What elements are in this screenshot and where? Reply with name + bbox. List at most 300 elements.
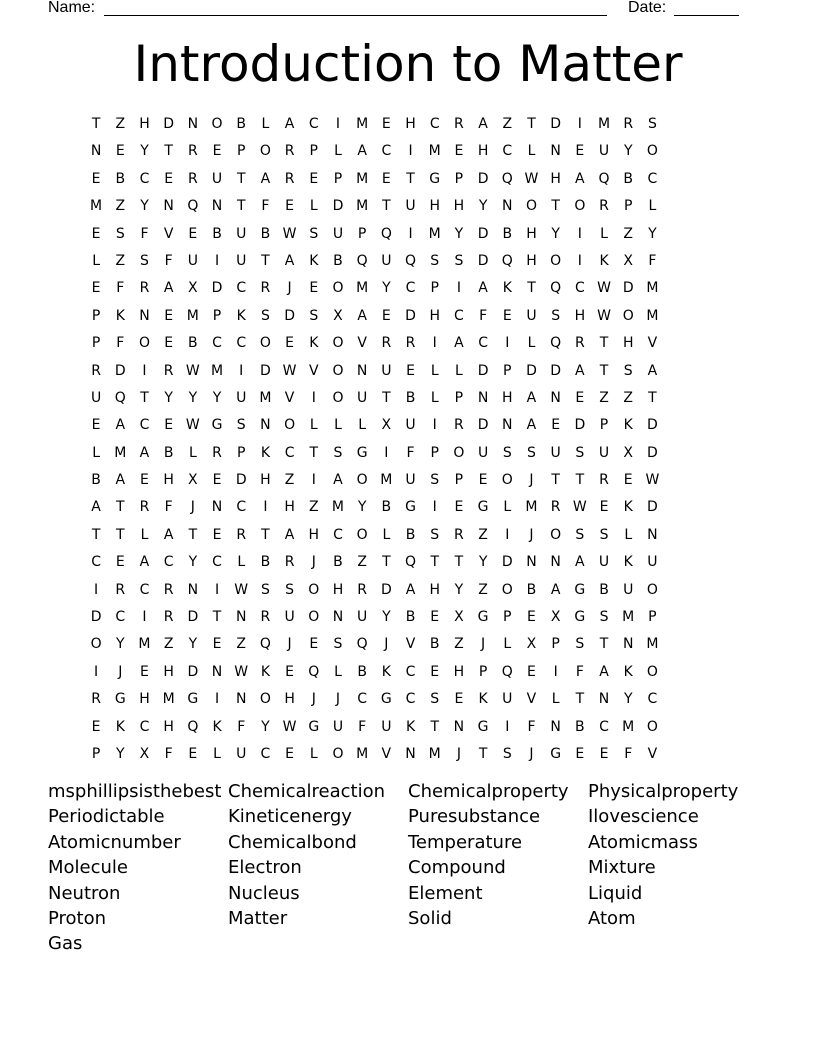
grid-letter: S [236, 417, 246, 434]
grid-letter: E [285, 335, 295, 352]
word-bank-item: Nucleus [228, 882, 300, 904]
grid-letter: U [598, 143, 610, 160]
grid-letter: Z [623, 389, 634, 406]
grid-letter: G [405, 499, 416, 516]
grid-letter: E [527, 609, 536, 626]
grid-letter: T [261, 252, 270, 269]
grid-letter: E [164, 417, 174, 434]
grid-letter: M [356, 280, 369, 297]
grid-letter: L [309, 198, 318, 215]
grid-letter: G [477, 718, 489, 735]
grid-letter: Y [188, 554, 198, 571]
grid-letter: O [332, 335, 344, 352]
grid-letter: Y [261, 718, 270, 735]
grid-letter: S [430, 691, 440, 708]
word-bank-item: msphillipsisthebest [48, 781, 222, 802]
word-bank-item: Neutron [48, 882, 121, 904]
grid-letter: F [116, 335, 125, 352]
grid-letter: S [285, 581, 295, 598]
grid-letter: K [599, 252, 609, 269]
grid-letter: D [647, 417, 658, 434]
grid-letter: D [501, 554, 513, 571]
grid-letter: N [405, 745, 416, 762]
grid-letter: Q [501, 170, 513, 187]
grid-letter: C [139, 581, 150, 598]
grid-letter: A [139, 444, 150, 461]
grid-letter: E [115, 554, 125, 571]
grid-letter: J [529, 472, 534, 489]
grid-letter: S [115, 225, 125, 242]
word-bank-item: Gas [48, 933, 83, 955]
grid-letter: W [282, 225, 297, 242]
grid-letter: H [163, 718, 174, 735]
grid-letter: K [405, 718, 416, 735]
grid-letter: L [382, 526, 391, 543]
grid-letter: M [646, 280, 659, 297]
grid-letter: R [260, 609, 271, 626]
grid-letter: M [622, 718, 635, 735]
grid-letter: A [478, 116, 488, 132]
header-row [48, 0, 748, 22]
grid-letter: F [116, 280, 125, 297]
grid-letter: W [645, 472, 660, 489]
grid-row [84, 714, 736, 741]
grid-letter: B [405, 526, 416, 543]
grid-letter: L [455, 362, 463, 379]
grid-letter: T [551, 198, 560, 215]
grid-row [84, 248, 736, 275]
grid-letter: B [429, 636, 440, 653]
grid-letter: B [623, 170, 634, 187]
grid-letter: H [453, 663, 465, 680]
grid-letter: M [114, 444, 127, 461]
grid-letter: E [212, 472, 222, 489]
grid-letter: P [357, 225, 367, 242]
grid-letter: R [454, 417, 464, 434]
grid-letter: Y [382, 609, 391, 626]
grid-letter: B [333, 554, 343, 571]
grid-letter: M [356, 745, 369, 762]
grid-letter: C [91, 554, 101, 571]
grid-letter: O [332, 389, 344, 406]
grid-letter: D [477, 417, 489, 434]
grid-letter: R [381, 335, 392, 352]
grid-letter: C [163, 554, 174, 571]
grid-letter: T [599, 362, 609, 379]
grid-letter: U [526, 307, 537, 324]
grid-letter: I [456, 280, 461, 297]
grid-letter: R [599, 472, 609, 489]
grid-letter: I [577, 116, 582, 132]
grid-letter: Q [405, 554, 417, 571]
word-bank-item: Chemicalbond [228, 831, 357, 853]
grid-letter: R [187, 143, 198, 160]
grid-letter: D [477, 225, 489, 242]
grid-letter: S [575, 636, 585, 653]
grid-letter: A [163, 280, 174, 297]
grid-letter: P [503, 609, 512, 626]
grid-letter: C [647, 170, 658, 187]
grid-row [84, 166, 736, 193]
grid-letter: N [502, 198, 513, 215]
grid-letter: F [406, 444, 415, 461]
grid-letter: U [236, 389, 247, 406]
grid-letter: T [116, 499, 125, 516]
grid-letter: U [647, 554, 658, 571]
grid-letter: W [282, 718, 297, 735]
grid-letter: Q [187, 198, 199, 215]
grid-letter: C [333, 526, 343, 543]
grid-letter: Y [648, 225, 657, 242]
grid-letter: Y [382, 280, 391, 297]
grid-letter: U [236, 225, 247, 242]
grid-letter: E [91, 718, 101, 735]
grid-letter: A [115, 417, 126, 434]
grid-letter: N [550, 554, 561, 571]
grid-letter: Z [357, 554, 367, 571]
grid-letter: X [188, 472, 198, 489]
grid-letter: C [308, 116, 319, 132]
grid-letter: S [551, 307, 561, 324]
grid-letter: U [332, 225, 344, 242]
grid-letter: E [91, 170, 101, 187]
grid-letter: J [311, 554, 316, 571]
grid-letter: R [163, 581, 174, 598]
grid-letter: O [90, 636, 102, 653]
grid-letter: C [139, 718, 150, 735]
grid-letter: R [454, 526, 464, 543]
grid-letter: E [478, 472, 488, 489]
grid-letter: I [384, 444, 389, 461]
grid-letter: E [527, 663, 536, 680]
grid-letter: A [575, 170, 585, 187]
grid-letter: T [527, 116, 536, 132]
grid-letter: K [623, 554, 633, 571]
grid-letter: L [430, 389, 439, 406]
grid-letter: A [284, 252, 295, 269]
grid-letter: C [236, 280, 247, 297]
grid-letter: B [115, 170, 126, 187]
word-bank-item: Atom [588, 907, 636, 929]
grid-letter: O [259, 691, 271, 708]
grid-letter: C [381, 143, 392, 160]
grid-letter: D [90, 609, 102, 626]
grid-letter: E [381, 116, 391, 132]
grid-letter: D [380, 581, 392, 598]
page-title: Introduction to Matter [133, 35, 683, 93]
grid-letter: X [333, 307, 343, 324]
grid-letter: B [405, 389, 416, 406]
grid-letter: T [164, 143, 173, 160]
grid-letter: R [574, 335, 585, 352]
grid-letter: C [236, 335, 247, 352]
grid-letter: C [212, 554, 222, 571]
grid-letter: V [308, 362, 319, 379]
grid-letter: H [332, 581, 344, 598]
grid-letter: X [139, 745, 150, 762]
grid-row [84, 741, 736, 768]
grid-row [84, 138, 736, 165]
grid-letter: Q [501, 663, 513, 680]
grid-letter: H [526, 252, 537, 269]
grid-letter: S [575, 526, 585, 543]
grid-letter: O [332, 362, 344, 379]
grid-letter: Y [551, 225, 560, 242]
grid-letter: F [140, 225, 149, 242]
grid-letter: O [308, 609, 320, 626]
grid-letter: Q [550, 335, 562, 352]
grid-letter: N [139, 307, 150, 324]
grid-letter: Q [114, 389, 126, 406]
grid-row [84, 440, 736, 467]
grid-letter: G [429, 170, 441, 187]
grid-letter: Y [140, 198, 149, 215]
grid-letter: A [284, 116, 295, 132]
grid-letter: K [309, 252, 319, 269]
grid-letter: I [239, 362, 244, 379]
word-bank-item: Puresubstance [408, 806, 541, 828]
grid-letter: M [259, 389, 272, 406]
grid-letter: P [236, 143, 246, 160]
grid-letter: U [284, 609, 295, 626]
grid-letter: R [260, 280, 271, 297]
grid-letter: L [261, 116, 270, 132]
grid-letter: E [164, 335, 174, 352]
grid-letter: W [597, 280, 611, 297]
date-label: Date: [628, 0, 667, 16]
grid-letter: L [92, 252, 100, 269]
grid-letter: I [408, 225, 413, 242]
grid-letter: B [599, 581, 609, 598]
grid-letter: M [428, 225, 441, 242]
grid-letter: F [164, 252, 173, 269]
grid-letter: Z [115, 116, 126, 132]
grid-letter: Q [598, 170, 610, 187]
grid-letter: R [163, 609, 174, 626]
grid-letter: Y [623, 691, 633, 708]
grid-letter: L [334, 663, 342, 680]
grid-letter: R [236, 526, 247, 543]
grid-row [84, 686, 736, 713]
grid-letter: A [599, 663, 609, 680]
grid-letter: O [453, 444, 465, 461]
grid-letter: B [381, 499, 392, 516]
grid-letter: E [381, 170, 391, 187]
grid-letter: Z [163, 636, 174, 653]
grid-letter: A [163, 526, 174, 543]
grid-letter: R [405, 335, 416, 352]
grid-letter: E [212, 143, 222, 160]
grid-letter: M [210, 362, 224, 379]
grid-letter: X [526, 636, 537, 653]
grid-letter: R [212, 444, 222, 461]
grid-letter: O [525, 198, 537, 215]
grid-row [84, 631, 736, 658]
grid-letter: G [380, 691, 392, 708]
grid-letter: L [648, 198, 657, 215]
grid-row [84, 193, 736, 220]
grid-letter: N [332, 609, 344, 626]
grid-row [84, 549, 736, 576]
grid-letter: U [381, 252, 392, 269]
grid-letter: S [260, 581, 270, 598]
grid-letter: E [285, 663, 295, 680]
grid-letter: D [647, 499, 658, 516]
grid-letter: C [115, 609, 126, 626]
grid-letter: D [526, 362, 537, 379]
grid-letter: J [481, 636, 486, 653]
word-bank-item: Proton [48, 907, 107, 929]
grid-letter: P [551, 636, 560, 653]
grid-letter: A [357, 143, 367, 160]
grid-letter: C [405, 280, 416, 297]
grid-letter: V [647, 745, 658, 762]
grid-letter: O [356, 526, 368, 543]
grid-letter: O [501, 472, 513, 489]
word-bank-item: Periodictable [48, 806, 165, 828]
grid-letter: L [503, 636, 512, 653]
grid-letter: H [550, 170, 561, 187]
grid-letter: H [477, 143, 489, 160]
grid-letter: F [648, 252, 657, 269]
grid-row [84, 385, 736, 412]
grid-letter: E [164, 307, 174, 324]
grid-letter: F [575, 663, 584, 680]
grid-letter: R [454, 116, 464, 132]
grid-letter: W [185, 362, 200, 379]
grid-letter: N [622, 636, 634, 653]
grid-letter: W [572, 499, 587, 516]
grid-letter: Z [284, 472, 295, 489]
grid-letter: Q [550, 280, 562, 297]
grid-letter: V [647, 335, 658, 352]
grid-letter: R [187, 170, 198, 187]
word-bank-item: Molecule [48, 857, 128, 879]
grid-letter: S [502, 444, 512, 461]
grid-letter: H [284, 499, 295, 516]
grid-letter: R [139, 280, 150, 297]
grid-letter: O [284, 417, 296, 434]
grid-letter: H [453, 198, 465, 215]
grid-letter: R [163, 362, 174, 379]
grid-letter: A [357, 307, 367, 324]
grid-letter: P [333, 170, 343, 187]
grid-letter: Q [405, 252, 417, 269]
grid-letter: S [623, 362, 633, 379]
grid-letter: Z [308, 499, 319, 516]
grid-letter: P [454, 170, 464, 187]
grid-letter: N [187, 116, 199, 132]
grid-letter: T [236, 198, 246, 215]
grid-letter: Y [116, 636, 125, 653]
grid-letter: I [408, 143, 413, 160]
grid-letter: S [527, 444, 536, 461]
grid-letter: V [357, 335, 367, 352]
grid-letter: R [284, 170, 295, 187]
grid-letter: G [308, 718, 320, 735]
grid-letter: N [90, 143, 102, 160]
grid-letter: N [550, 143, 561, 160]
grid-letter: Z [623, 225, 634, 242]
grid-letter: Y [188, 636, 198, 653]
name-blank-line [104, 15, 607, 16]
grid-letter: X [188, 280, 198, 297]
grid-letter: A [260, 170, 271, 187]
grid-letter: T [478, 745, 488, 762]
grid-letter: E [309, 170, 319, 187]
grid-letter: C [599, 718, 609, 735]
grid-letter: D [405, 307, 416, 324]
grid-letter: D [622, 280, 634, 297]
grid-letter: X [550, 609, 561, 626]
grid-letter: H [622, 335, 634, 352]
grid-letter: C [357, 691, 368, 708]
grid-letter: I [94, 581, 99, 598]
grid-letter: G [574, 581, 586, 598]
grid-letter: A [575, 362, 585, 379]
grid-letter: N [502, 417, 513, 434]
grid-letter: A [526, 389, 537, 406]
grid-letter: I [214, 252, 220, 269]
grid-letter: W [185, 417, 200, 434]
grid-letter: V [381, 745, 392, 762]
grid-letter: E [430, 663, 440, 680]
grid-letter: O [332, 280, 344, 297]
grid-letter: C [405, 663, 416, 680]
word-search-grid [84, 111, 736, 768]
grid-letter: L [430, 362, 439, 379]
grid-letter: J [384, 636, 389, 653]
grid-letter: O [646, 663, 658, 680]
grid-letter: I [577, 252, 582, 269]
grid-letter: P [309, 143, 318, 160]
grid-letter: A [405, 581, 416, 598]
grid-letter: W [234, 663, 249, 680]
grid-letter: E [212, 636, 222, 653]
grid-letter: D [211, 280, 223, 297]
grid-letter: C [454, 307, 464, 324]
grid-letter: T [551, 472, 560, 489]
grid-letter: T [430, 718, 439, 735]
grid-letter: P [454, 389, 464, 406]
grid-letter: H [526, 225, 537, 242]
grid-letter: H [429, 307, 440, 324]
grid-letter: S [333, 444, 343, 461]
grid-letter: K [623, 417, 633, 434]
grid-letter: N [647, 526, 658, 543]
grid-letter: E [406, 362, 415, 379]
word-bank [48, 779, 788, 957]
grid-letter: G [187, 691, 199, 708]
grid-letter: E [164, 170, 174, 187]
grid-letter: I [142, 362, 147, 379]
word-bank-item: Physicalproperty [588, 781, 739, 802]
grid-letter: U [357, 609, 368, 626]
grid-letter: A [91, 499, 101, 516]
grid-letter: U [623, 581, 634, 598]
grid-letter: C [574, 280, 585, 297]
grid-row [84, 111, 736, 138]
grid-letter: X [381, 417, 392, 434]
grid-letter: Z [599, 389, 609, 406]
grid-letter: U [90, 389, 102, 406]
grid-letter: N [211, 499, 223, 516]
grid-letter: Y [140, 143, 149, 160]
word-bank-item: Ilovescience [588, 806, 699, 828]
grid-letter: L [334, 143, 342, 160]
grid-letter: F [358, 718, 367, 735]
grid-letter: J [311, 691, 316, 708]
